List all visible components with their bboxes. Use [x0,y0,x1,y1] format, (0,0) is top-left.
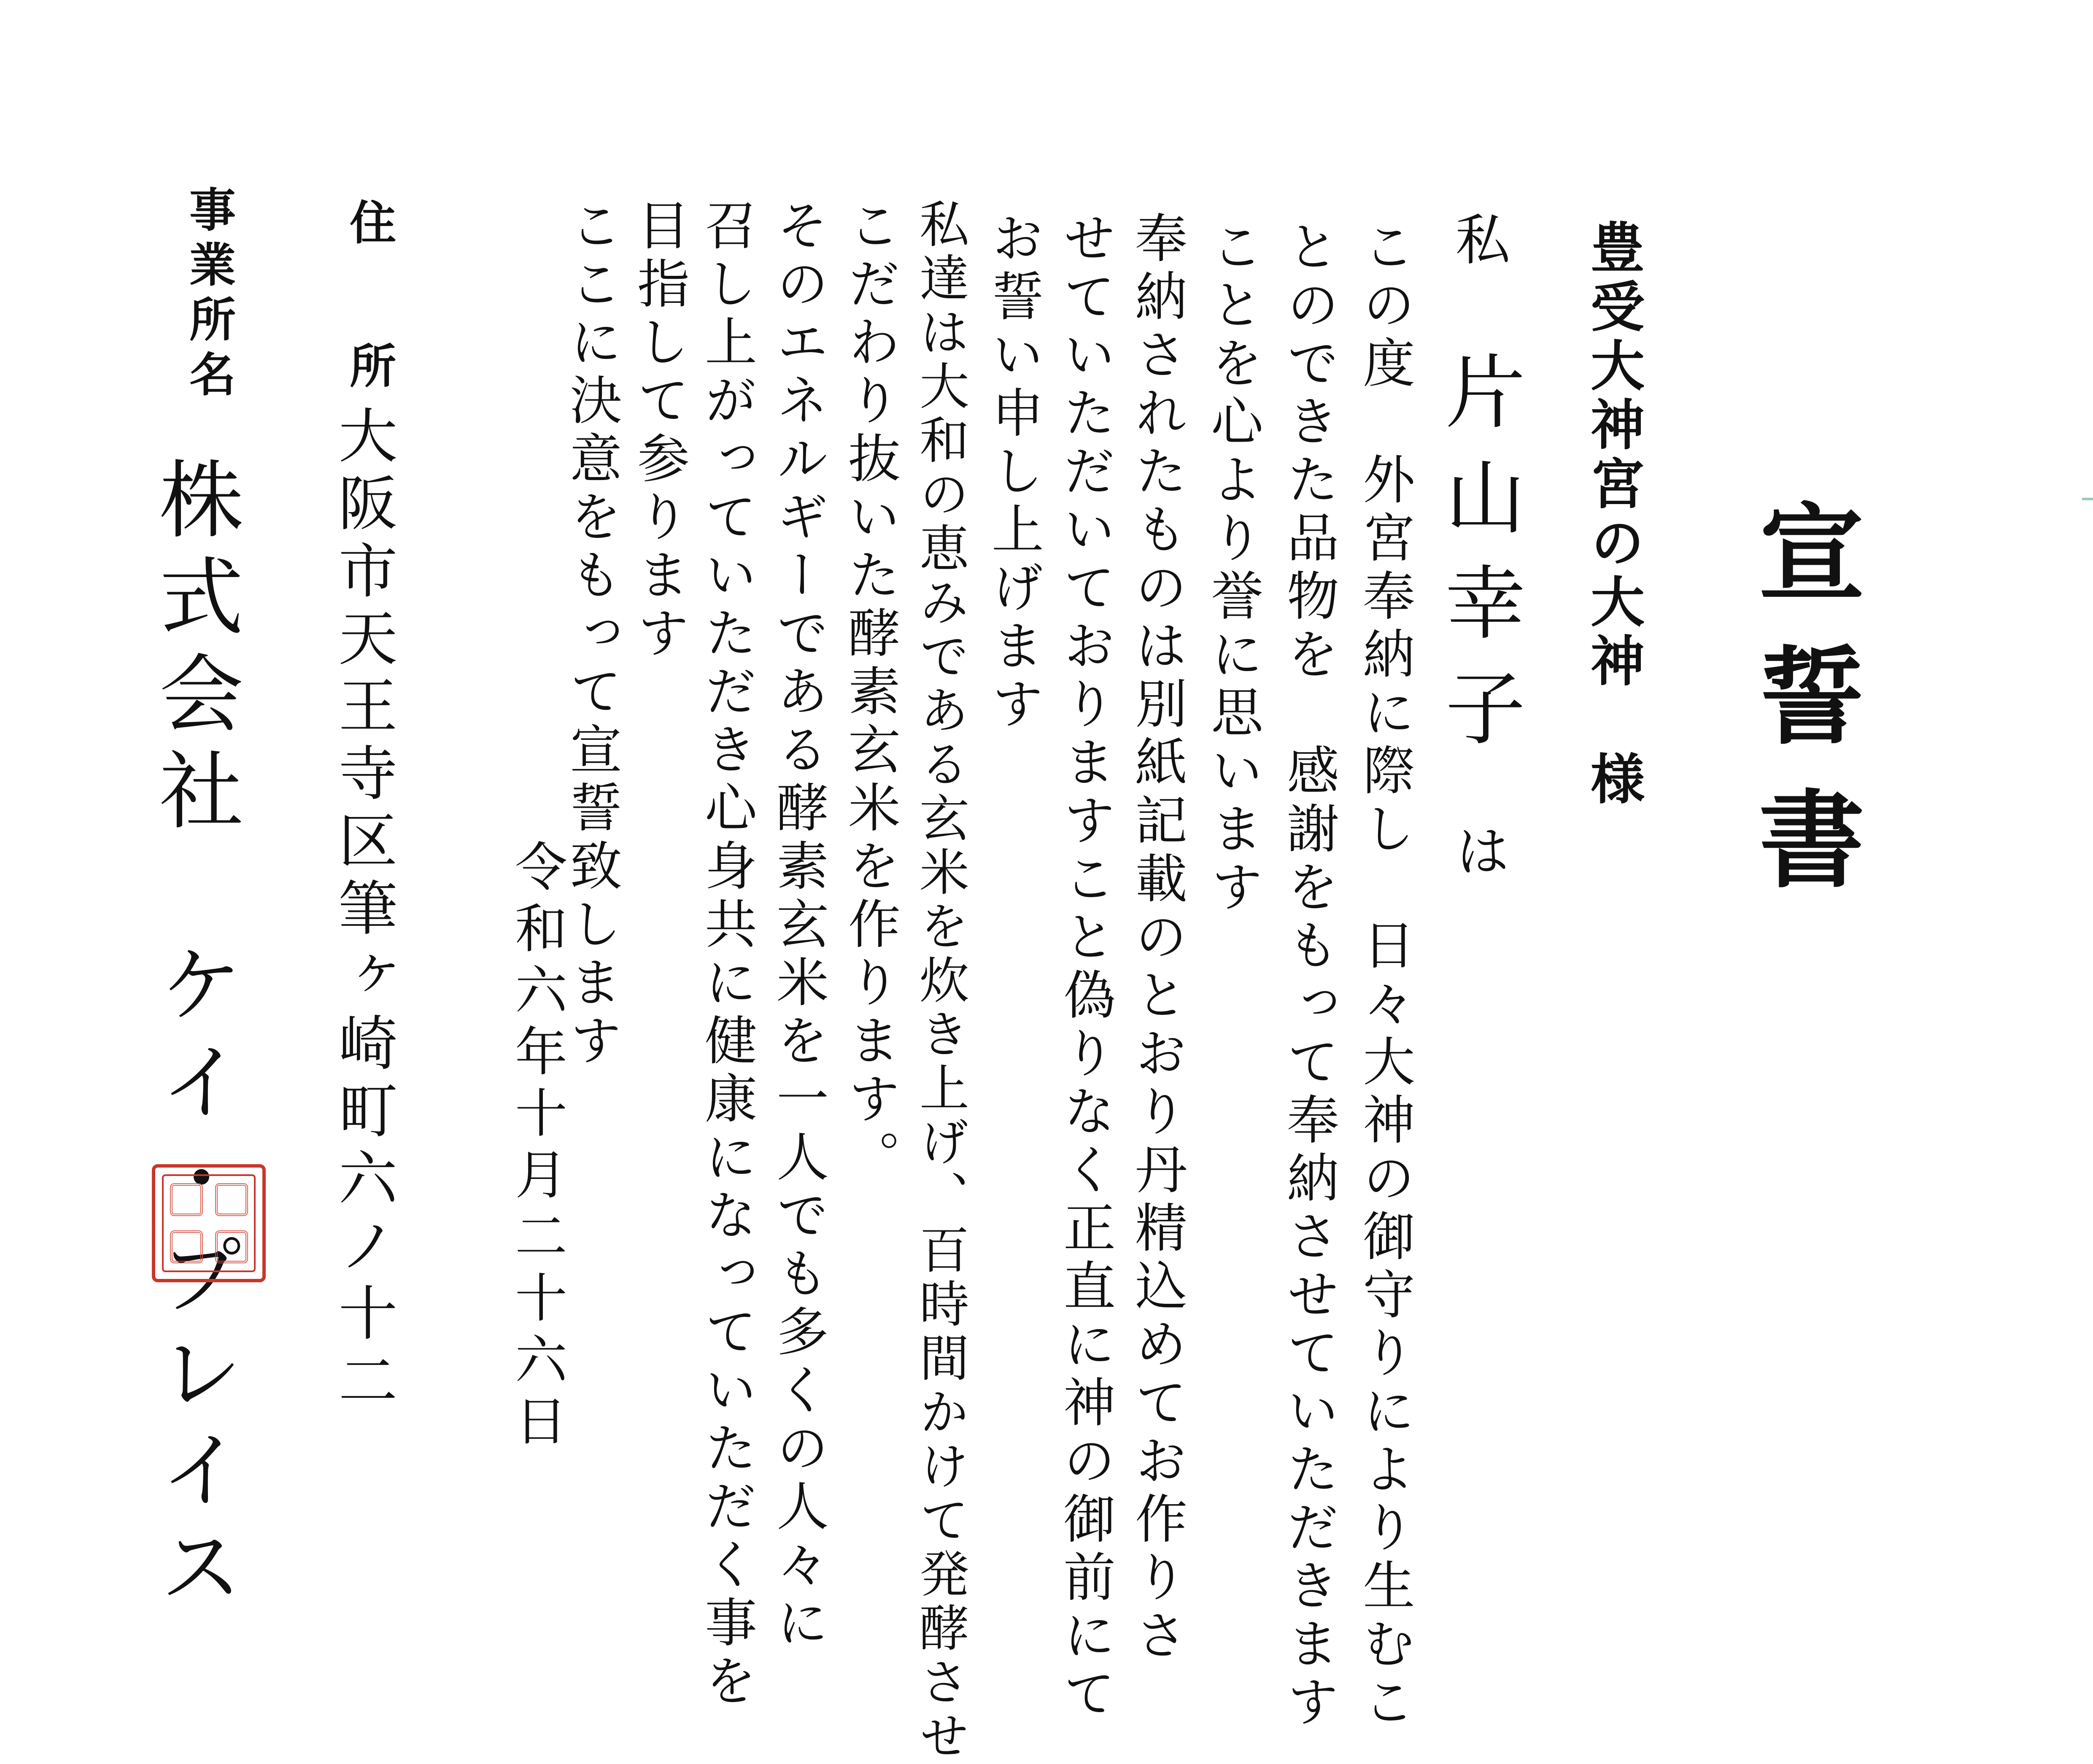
seal-glyph [215,1183,248,1216]
company-name: 株式会社 ケイ・プレイス [145,456,243,1620]
document-title: 宣誓書 [1741,498,1865,928]
body-line: 目指して参ります [628,198,689,664]
body-line: こだわり抜いた酵素玄米を作ります。 [839,198,900,1188]
scan-edge-mark [2082,498,2093,500]
declaration-date: 令和六年十月二十六日 [506,839,567,1455]
declarant-line [1432,211,1525,877]
body-line: この度 外宮奉納に際し 日々大神の御守りにより生むこ [1354,219,1415,1733]
seal-frame [162,1174,256,1272]
address: 大阪市天王寺区筆ヶ崎町六ノ十二 [329,405,397,1417]
address-label: 住所 [342,198,396,485]
company-seal [152,1164,266,1282]
addressee: 豊受大神宮の大神 様 [1581,219,1645,810]
office-name-label: 事業所名 [182,186,236,405]
body-line: ここに決意をもって宣誓致します [561,198,622,1071]
declarant-name: 片山幸子 [1432,350,1525,772]
body-line: せていただいておりますこと偽りなく正直に神の御前にて [1055,211,1115,1724]
seal-glyph [170,1230,203,1263]
body-line: お誓い申し上げます [983,211,1044,735]
body-line: とのできた品物を 感謝をもって奉納させていただきます [1278,219,1339,1733]
body-line: 私達は大和の恵みである玄米を炊き上げ、百時間かけて発酵させ [911,198,969,1764]
body-line: ことを心より誉に思います [1202,219,1263,918]
seal-glyph [170,1183,203,1216]
seal-glyph [215,1230,248,1263]
body-line: 召し上がっていただき心身共に健康になっていただく事を [696,198,757,1712]
body-line: 奉納されたものは別紙記載のとおり丹精込めてお作りさ [1126,211,1187,1666]
declarant-suffix: は [1446,823,1510,877]
declarant-prefix: 私 [1446,211,1510,266]
body-line: そのエネルギーである酵素玄米を一人でも多くの人々に [768,198,828,1653]
